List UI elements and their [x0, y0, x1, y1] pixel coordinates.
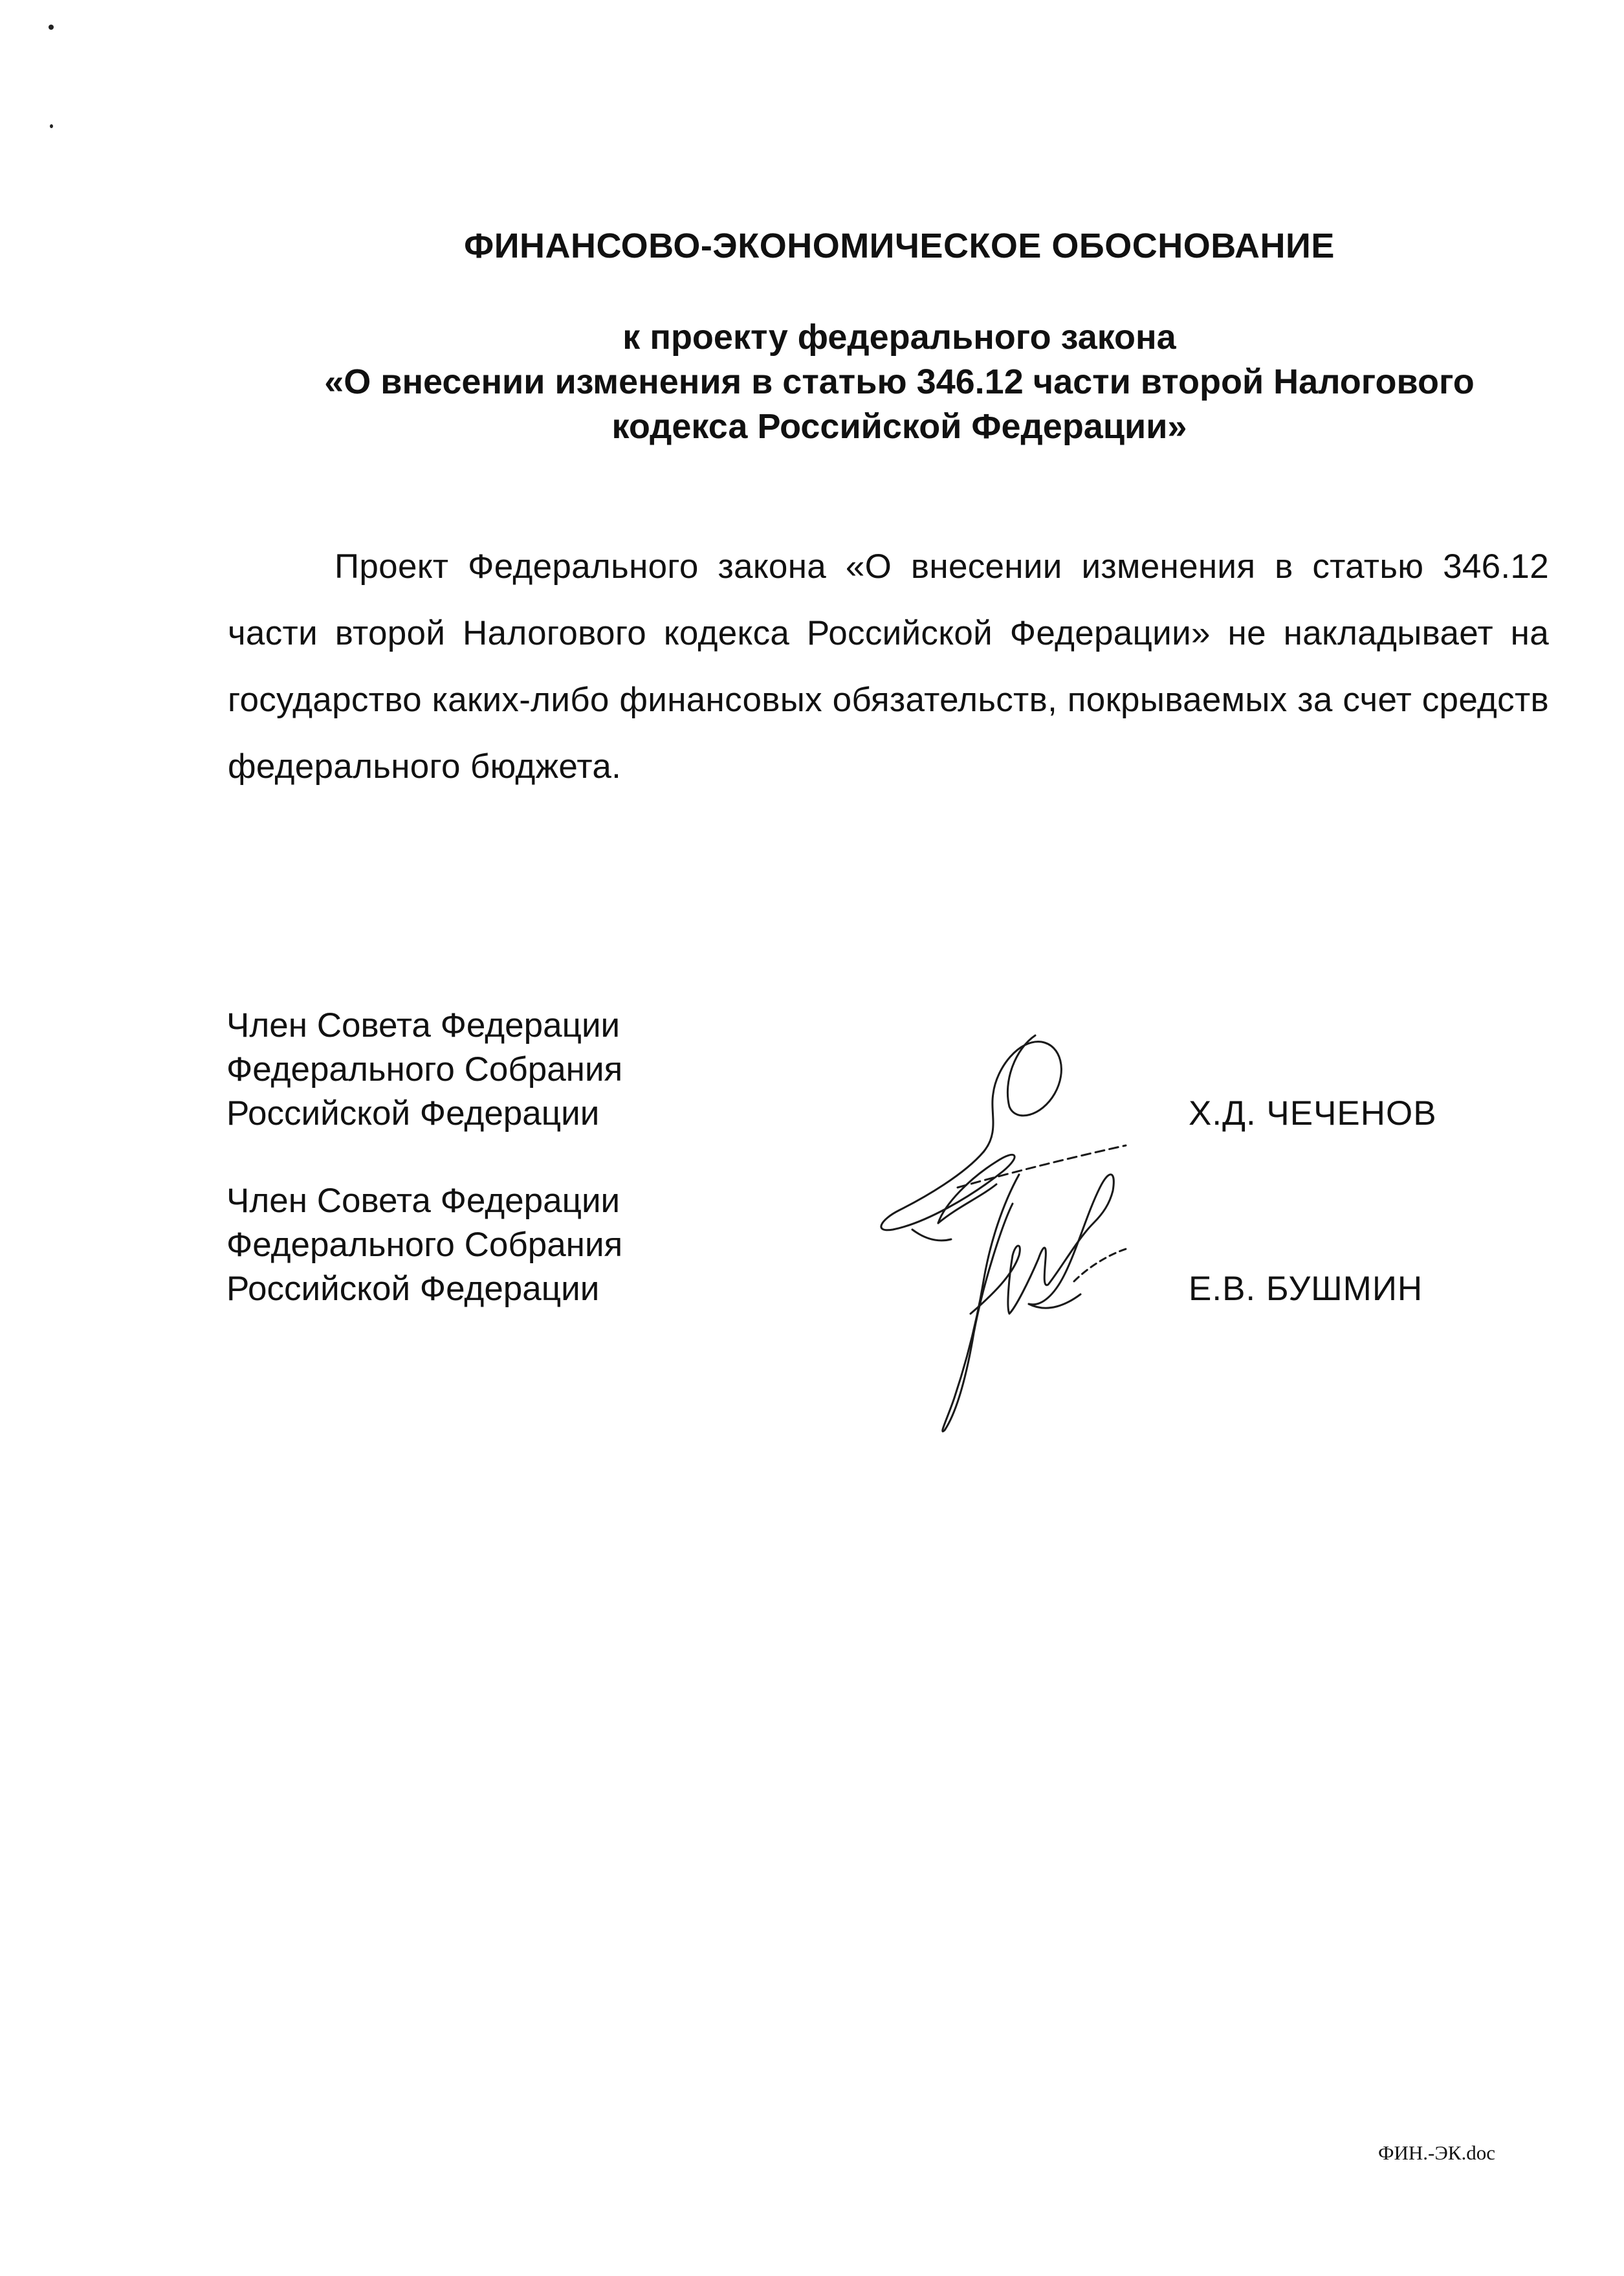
position-line: Российской Федерации [226, 1094, 600, 1132]
position-line: Российской Федерации [226, 1270, 600, 1308]
document-body: Проект Федерального закона «О внесении изменения в статью 346.12 части второй Налогового кодекса Российской Федерации» не накладывает на государство каких-либо финансовых обязательств, покрываемых за счет средств федерального бюджета. [228, 547, 1549, 786]
signatory-position [226, 1004, 622, 1136]
scan-speck [49, 25, 54, 30]
scan-speck [50, 124, 53, 128]
position-line: Член Совета Федерации [226, 1182, 620, 1220]
file-name-footer: ФИН.-ЭК.doc [1378, 2141, 1495, 2164]
document-subtitle [226, 315, 1572, 449]
signatory-name: Е.В. БУШМИН [1189, 1270, 1423, 1308]
subtitle-line: «О внесении изменения в статью 346.12 части второй Налогового [324, 362, 1475, 401]
position-line: Федерального Собрания [226, 1226, 623, 1264]
subtitle-line: к проекту федерального закона [622, 318, 1176, 357]
position-line: Член Совета Федерации [226, 1006, 620, 1044]
position-line: Федерального Собрания [226, 1050, 623, 1088]
signatory-name: Х.Д. ЧЕЧЕНОВ [1189, 1094, 1437, 1132]
document-title: ФИНАНСОВО-ЭКОНОМИЧЕСКОЕ ОБОСНОВАНИЕ [464, 226, 1335, 265]
subtitle-line: кодекса Российской Федерации» [611, 407, 1187, 446]
handwritten-signature [854, 1010, 1191, 1463]
signatory-position [226, 1179, 622, 1311]
